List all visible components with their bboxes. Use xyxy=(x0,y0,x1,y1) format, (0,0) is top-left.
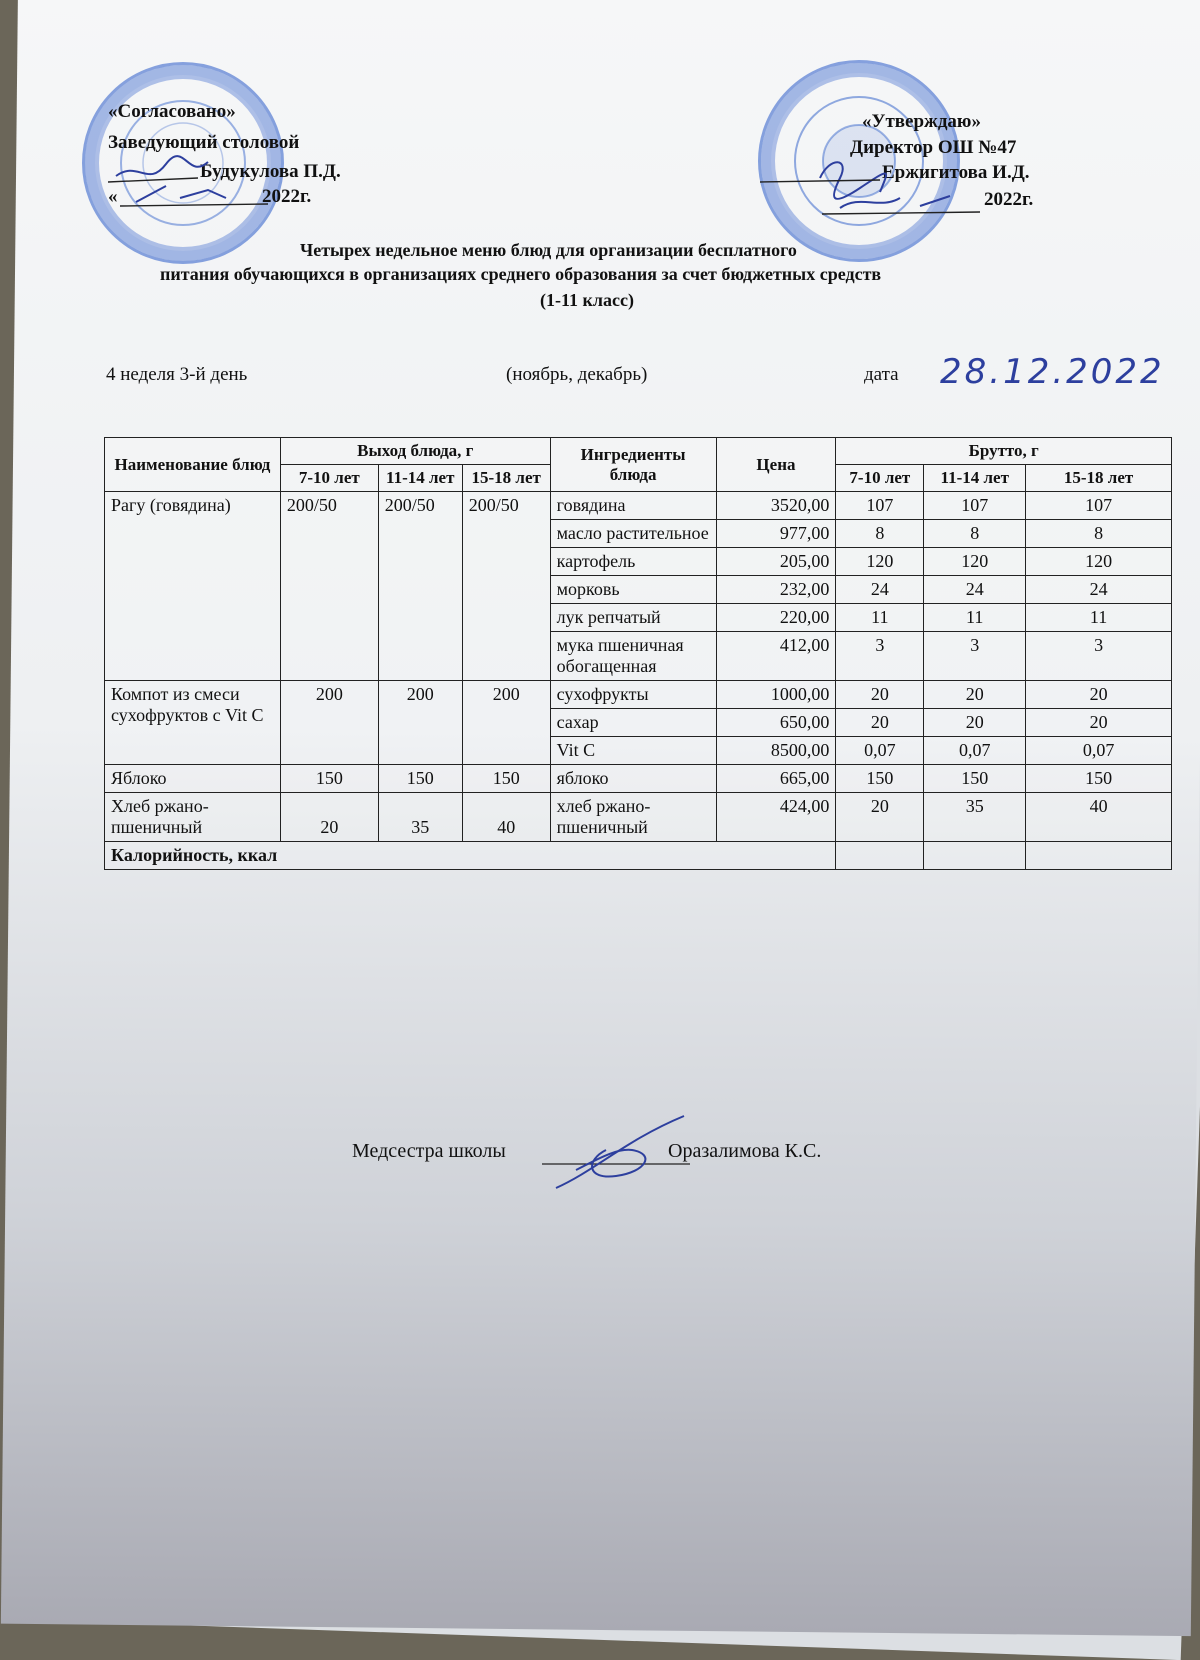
ingredient-gross: 8 xyxy=(1026,520,1172,548)
left-signature xyxy=(108,140,278,210)
dish-yield: 20 xyxy=(280,793,378,842)
handwritten-date: 28.12.2022 xyxy=(940,352,1165,392)
ingredient-name: морковь xyxy=(550,576,716,604)
ingredient-gross: 24 xyxy=(924,576,1026,604)
calories-cell-7-10 xyxy=(836,842,924,870)
table-row xyxy=(105,765,1172,793)
dish-yield: 40 xyxy=(462,793,550,842)
dish-yield: 200 xyxy=(462,681,550,765)
week-day-label: 4 неделя 3-й день xyxy=(106,364,248,385)
ingredient-price: 1000,00 xyxy=(716,681,836,709)
ingredient-gross: 120 xyxy=(924,548,1026,576)
ingredient-gross: 8 xyxy=(836,520,924,548)
ingredient-name: Vit C xyxy=(550,737,716,765)
ingredient-gross: 0,07 xyxy=(924,737,1026,765)
ingredient-gross: 3 xyxy=(836,632,924,681)
ingredient-gross: 120 xyxy=(1026,548,1172,576)
ingredient-gross: 107 xyxy=(924,492,1026,520)
dish-yield: 200/50 xyxy=(280,492,378,681)
ingredient-name: мука пшеничная обогащенная xyxy=(550,632,716,681)
ingredient-gross: 40 xyxy=(1026,793,1172,842)
menu-table xyxy=(104,437,1172,870)
header-gross: Брутто, г xyxy=(836,438,1172,465)
menu-table-body xyxy=(105,492,1172,870)
ingredient-gross: 3 xyxy=(1026,632,1172,681)
dish-yield: 200 xyxy=(378,681,462,765)
dish-name: Рагу (говядина) xyxy=(105,492,281,681)
approval-left-title: «Согласовано» xyxy=(108,101,236,122)
ingredient-gross: 20 xyxy=(924,681,1026,709)
table-row xyxy=(105,681,1172,709)
calories-row xyxy=(105,842,1172,870)
approval-right-position: Директор ОШ №47 xyxy=(850,137,1017,158)
dish-yield: 200 xyxy=(280,681,378,765)
ingredient-gross: 24 xyxy=(1026,576,1172,604)
right-signature xyxy=(760,148,990,218)
dish-name: Яблоко xyxy=(105,765,281,793)
ingredient-gross: 11 xyxy=(924,604,1026,632)
dish-yield: 150 xyxy=(280,765,378,793)
ingredient-price: 412,00 xyxy=(716,632,836,681)
ingredient-gross: 11 xyxy=(836,604,924,632)
ingredient-name: говядина xyxy=(550,492,716,520)
header-yield: Выход блюда, г xyxy=(280,438,550,465)
calories-cell-11-14 xyxy=(924,842,1026,870)
approval-right-year: 2022г. xyxy=(984,189,1034,210)
ingredient-price: 3520,00 xyxy=(716,492,836,520)
table-row xyxy=(105,492,1172,520)
dish-yield: 150 xyxy=(462,765,550,793)
nurse-label: Медсестра школы xyxy=(352,1140,506,1162)
ingredient-name: сахар xyxy=(550,709,716,737)
title-line-3: (1-11 класс) xyxy=(540,290,634,310)
approval-left-name: Будукулова П.Д. xyxy=(200,161,341,182)
approval-right-title: «Утверждаю» xyxy=(862,111,981,132)
ingredient-name: хлеб ржано-пшеничный xyxy=(550,793,716,842)
ingredient-gross: 3 xyxy=(924,632,1026,681)
ingredient-gross: 107 xyxy=(1026,492,1172,520)
ingredient-gross: 20 xyxy=(836,709,924,737)
ingredient-gross: 0,07 xyxy=(1026,737,1172,765)
ingredient-price: 977,00 xyxy=(716,520,836,548)
header-row-1 xyxy=(105,438,1172,465)
date-label: дата xyxy=(864,364,899,385)
dish-yield: 150 xyxy=(378,765,462,793)
header-dish-name: Наименование блюд xyxy=(105,438,281,492)
approval-left-position: Заведующий столовой xyxy=(108,132,300,153)
ingredient-name: сухофрукты xyxy=(550,681,716,709)
header-price: Цена xyxy=(716,438,836,492)
ingredient-price: 650,00 xyxy=(716,709,836,737)
calories-cell-15-18 xyxy=(1026,842,1172,870)
ingredient-gross: 24 xyxy=(836,576,924,604)
ingredient-gross: 150 xyxy=(924,765,1026,793)
ingredient-name: яблоко xyxy=(550,765,716,793)
ingredient-price: 232,00 xyxy=(716,576,836,604)
ingredient-price: 424,00 xyxy=(716,793,836,842)
ingredient-price: 220,00 xyxy=(716,604,836,632)
ingredient-price: 205,00 xyxy=(716,548,836,576)
table-row xyxy=(105,793,1172,842)
ingredient-gross: 20 xyxy=(1026,681,1172,709)
ingredient-gross: 20 xyxy=(924,709,1026,737)
ingredient-gross: 0,07 xyxy=(836,737,924,765)
dish-yield: 200/50 xyxy=(462,492,550,681)
title-line-2: питания обучающихся в организациях среднего образования за счет бюджетных средств xyxy=(160,264,882,284)
ingredient-name: лук репчатый xyxy=(550,604,716,632)
dish-name: Хлеб ржано-пшеничный xyxy=(105,793,281,842)
header-gross-age-15-18: 15-18 лет xyxy=(1026,465,1172,492)
months-label: (ноябрь, декабрь) xyxy=(506,364,648,385)
ingredient-gross: 120 xyxy=(836,548,924,576)
header-yield-age-15-18: 15-18 лет xyxy=(462,465,550,492)
ingredient-name: картофель xyxy=(550,548,716,576)
header-gross-age-11-14: 11-14 лет xyxy=(924,465,1026,492)
ingredient-gross: 8 xyxy=(924,520,1026,548)
approval-left-year: 2022г. xyxy=(262,186,312,207)
ingredient-gross: 107 xyxy=(836,492,924,520)
ingredient-gross: 20 xyxy=(836,793,924,842)
dish-name: Компот из смеси сухофруктов с Vit C xyxy=(105,681,281,765)
calories-label: Калорийность, ккал xyxy=(105,842,836,870)
approval-right-name: Ержигитова И.Д. xyxy=(882,162,1030,183)
header-yield-age-11-14: 11-14 лет xyxy=(378,465,462,492)
approval-left-day-quote: « xyxy=(108,186,118,207)
ingredient-price: 8500,00 xyxy=(716,737,836,765)
ingredient-gross: 35 xyxy=(924,793,1026,842)
dish-yield: 35 xyxy=(378,793,462,842)
header-yield-age-7-10: 7-10 лет xyxy=(280,465,378,492)
ingredient-gross: 20 xyxy=(836,681,924,709)
title-line-1: Четырех недельное меню блюд для организации бесплатного xyxy=(300,240,797,260)
ingredient-price: 665,00 xyxy=(716,765,836,793)
ingredient-name: масло растительное xyxy=(550,520,716,548)
nurse-signature xyxy=(536,1110,696,1200)
nurse-name: Оразалимова К.С. xyxy=(668,1140,822,1162)
ingredient-gross: 20 xyxy=(1026,709,1172,737)
ingredient-gross: 11 xyxy=(1026,604,1172,632)
dish-yield: 200/50 xyxy=(378,492,462,681)
ingredient-gross: 150 xyxy=(836,765,924,793)
header-gross-age-7-10: 7-10 лет xyxy=(836,465,924,492)
ingredient-gross: 150 xyxy=(1026,765,1172,793)
header-ingredients: Ингредиенты блюда xyxy=(550,438,716,492)
